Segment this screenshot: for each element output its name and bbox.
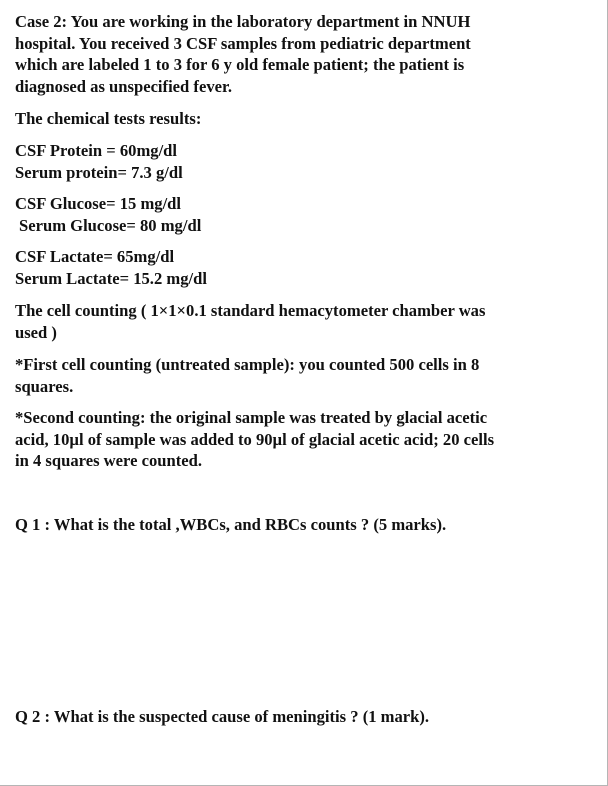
question-1: Q 1 : What is the total ,WBCs, and RBCs counts ? (5 marks). [15,515,447,534]
second-counting-line-3: in 4 squares were counted. [15,451,202,470]
case-intro-line-2: hospital. You received 3 CSF samples from pediatric department [15,33,471,53]
second-counting-line-2: acid, 10µl of sample was added to 90µl of glacial acetic acid; 20 cells [15,429,495,449]
csf-lactate-result: CSF Lactate= 65mg/dl [15,247,175,266]
csf-glucose-result: CSF Glucose= 15 mg/dl [15,194,182,213]
csf-protein-result: CSF Protein = 60mg/dl [15,141,178,160]
cell-counting-line-1: The cell counting ( 1×1×0.1 standard hemacytometer chamber was [15,301,486,320]
question-2: Q 2 : What is the suspected cause of meningitis ? (1 mark). [15,707,430,726]
chemical-tests-heading: The chemical tests results: [15,109,202,128]
case-intro-line-4: diagnosed as unspecified fever. [15,76,232,96]
second-counting-line-1: *Second counting: the original sample was treated by glacial acetic [15,408,488,427]
first-counting-line-2: squares. [15,376,74,396]
cell-counting-line-2: used ) [15,322,57,342]
case-intro-line-1: Case 2: You are working in the laboratory department in NNUH [15,12,471,31]
serum-lactate-result: Serum Lactate= 15.2 mg/dl [15,268,207,288]
serum-protein-result: Serum protein= 7.3 g/dl [15,162,183,182]
serum-glucose-result: Serum Glucose= 80 mg/dl [19,215,202,235]
case-intro-line-3: which are labeled 1 to 3 for 6 y old female patient; the patient is [15,55,465,74]
first-counting-line-1: *First cell counting (untreated sample): you counted 500 cells in 8 [15,355,480,374]
